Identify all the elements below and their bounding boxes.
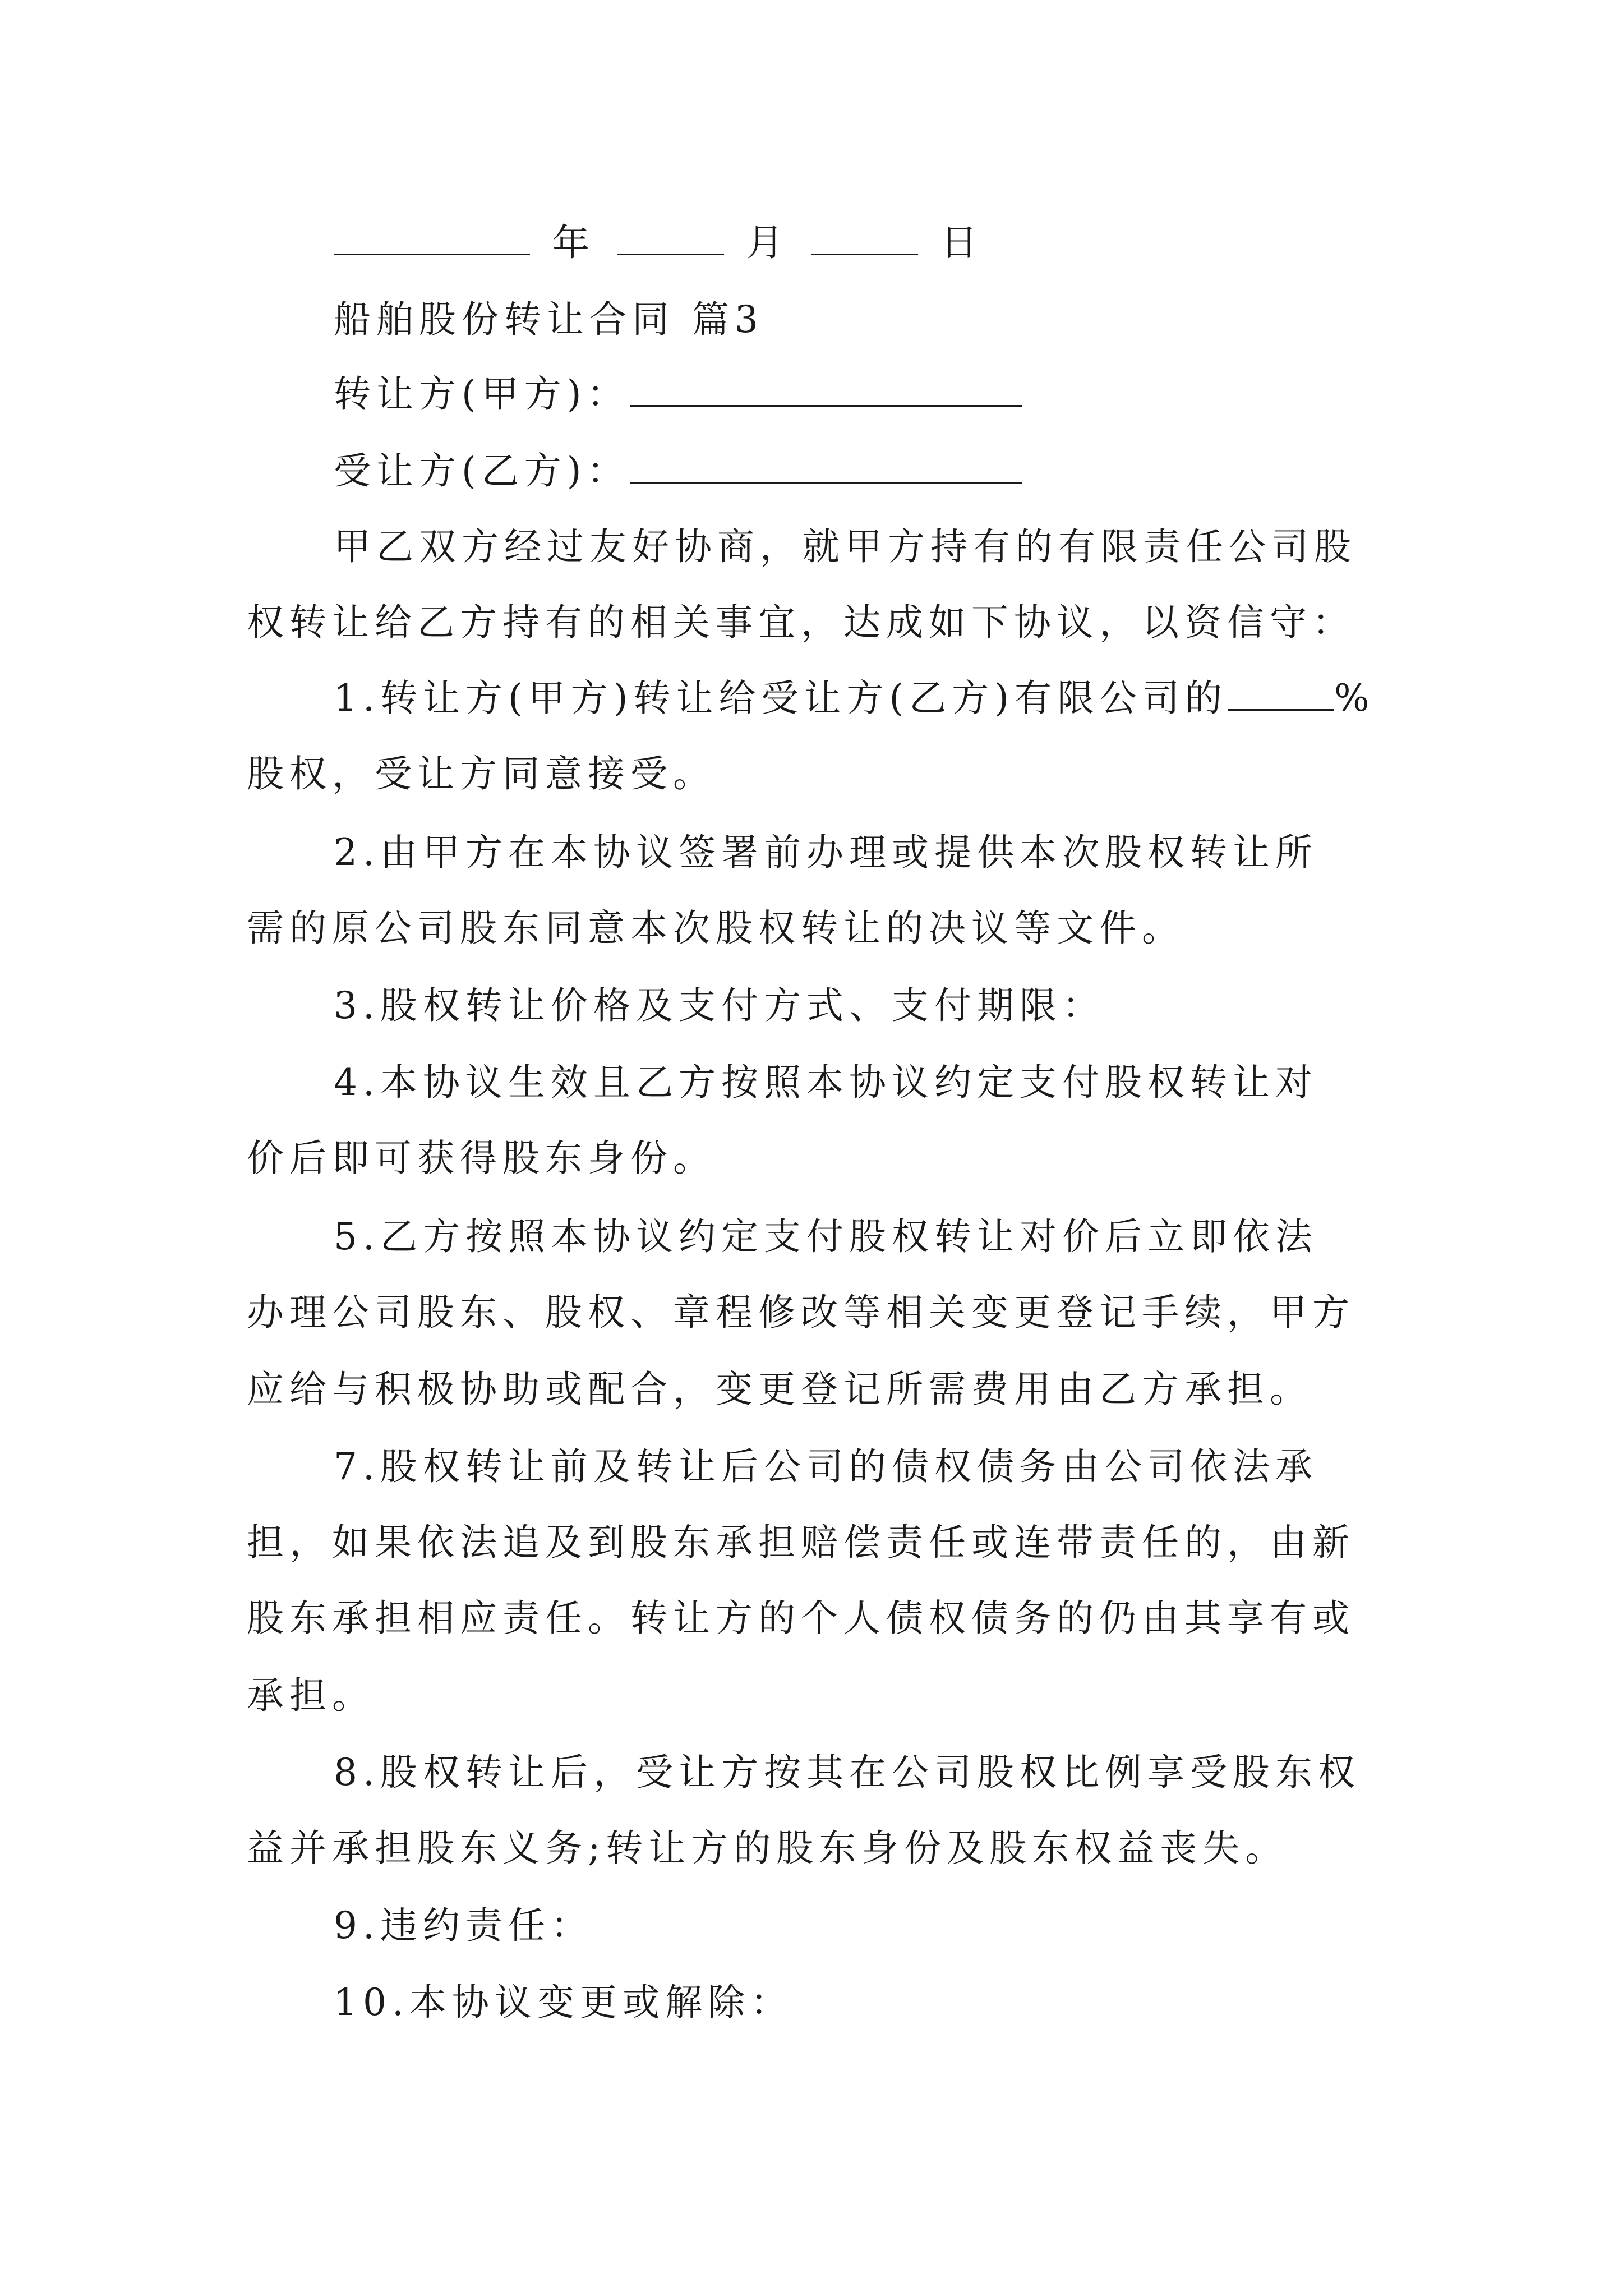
year-label: 年 [552,221,595,264]
clause-9: 9.违约责任： [334,1904,593,1947]
intro-line-2: 权转让给乙方持有的相关事宜，达成如下协议，以资信守： [247,601,1355,644]
clause-1-prefix: 1.转让方(甲方)转让给受让方(乙方)有限公司的 [334,677,1228,720]
clause-7-line-3: 股东承担相应责任。转让方的个人债权债务的仍由其享有或 [247,1596,1355,1640]
date-line [334,218,983,268]
transferor-label: 转让方(甲方)： [334,372,630,416]
day-blank[interactable] [811,222,918,255]
month-blank[interactable] [617,222,724,255]
clause-4-line-2: 价后即可获得股东身份。 [247,1137,716,1180]
clause-1-line-1 [334,673,1375,724]
clause-7-line-1: 7.股权转让前及转让后公司的债权债务由公司依法承 [334,1445,1318,1488]
day-label: 日 [940,221,983,264]
clause-3: 3.股权转让价格及支付方式、支付期限： [334,984,1105,1027]
clause-7-line-2: 担，如果依法追及到股东承担赔偿责任或连带责任的，由新 [247,1521,1355,1564]
clause-5-line-1: 5.乙方按照本协议约定支付股权转让对价后立即依法 [334,1215,1318,1258]
clause-5-line-3: 应给与积极协助或配合，变更登记所需费用由乙方承担。 [247,1368,1312,1411]
month-label: 月 [746,221,789,264]
transferee-line [334,446,1022,496]
clause-5-line-2: 办理公司股东、股权、章程修改等相关变更登记手续，甲方 [247,1291,1355,1334]
transferee-label: 受让方(乙方)： [334,449,630,493]
year-blank[interactable] [334,222,530,255]
clause-2-line-2: 需的原公司股东同意本次股权转让的决议等文件。 [247,907,1184,950]
contract-heading: 船舶股份转让合同 篇3 [334,298,764,341]
intro-line-1: 甲乙双方经过友好协商，就甲方持有的有限责任公司股 [334,525,1357,568]
transferor-line [334,369,1022,420]
clause-7-line-4: 承担。 [247,1674,375,1717]
percent-blank[interactable] [1228,678,1334,711]
clause-8-line-1: 8.股权转让后，受让方按其在公司股权比例享受股东权 [334,1751,1361,1794]
clause-1-line-2: 股权，受让方同意接受。 [247,752,716,795]
transferee-blank[interactable] [630,450,1022,484]
clause-4-line-1: 4.本协议生效且乙方按照本协议约定支付股权转让对 [334,1061,1318,1104]
percent-sign: % [1334,677,1375,720]
clause-10: 10.本协议变更或解除： [334,1981,793,2024]
clause-2-line-1: 2.由甲方在本协议签署前办理或提供本次股权转让所 [334,831,1318,874]
clause-8-line-2: 益并承担股东义务;转让方的股东身份及股东权益丧失。 [247,1826,1288,1870]
transferor-blank[interactable] [630,374,1022,407]
